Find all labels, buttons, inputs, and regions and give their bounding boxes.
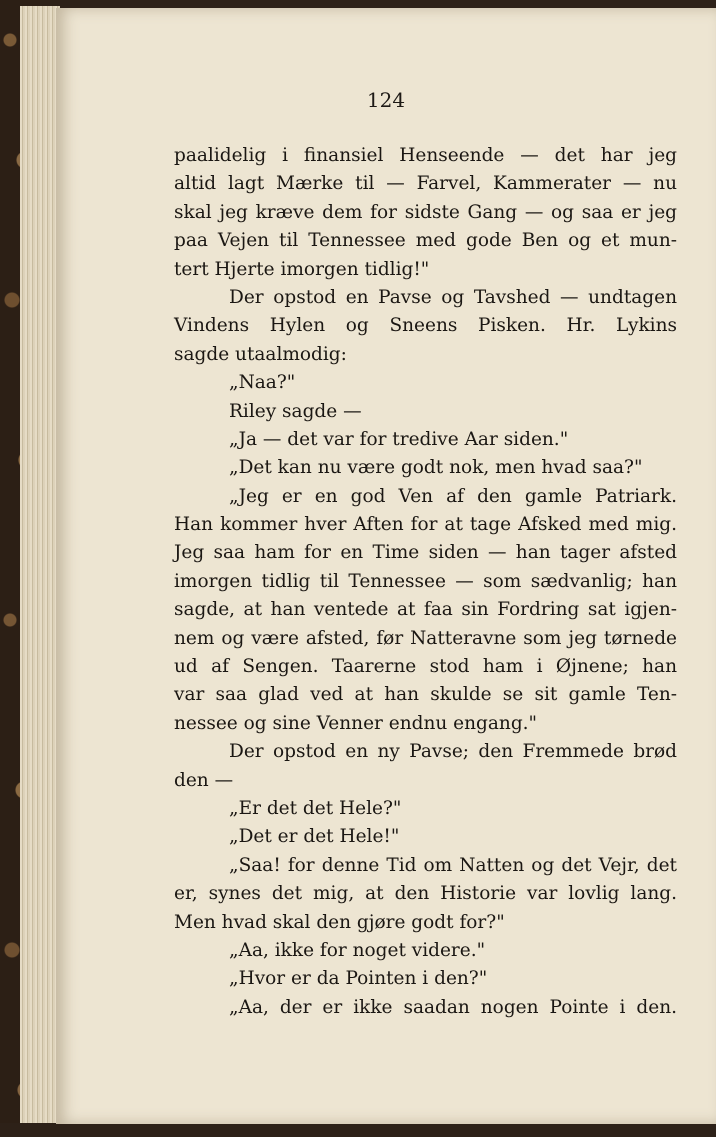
text-line: nessee og sine Venner endnu engang.": [174, 712, 538, 734]
text-line: „Ja — det var for tredive Aar siden.": [229, 428, 569, 450]
text-line: skal jeg kræve dem for sidste Gang — og saa er jeg: [174, 201, 677, 223]
text-line: var saa glad ved at han skulde se sit gamle Ten-: [174, 684, 677, 706]
text-line: „Aa, ikke for noget videre.": [229, 939, 486, 961]
text-line: sagde utaalmodig:: [174, 343, 347, 365]
text-line: „Naa?": [229, 372, 296, 394]
text-line: „Det er det Hele!": [229, 826, 400, 848]
text-line: „Aa, der er ikke saadan nogen Pointe i den.: [229, 996, 677, 1018]
page-number: 124: [366, 88, 406, 112]
text-line: sagde, at han ventede at faa sin Fordring sat igjen-: [174, 599, 677, 621]
text-line: Riley sagde —: [229, 400, 362, 422]
text-line: Der opstod en ny Pavse; den Fremmede brød: [229, 741, 677, 763]
text-line: paalidelig i finansiel Henseende — det har jeg: [174, 145, 677, 166]
text-line: Vindens Hylen og Sneens Pisken. Hr. Lykins: [174, 315, 677, 337]
text-line: Han kommer hver Aften for at tage Afsked med mig.: [174, 514, 677, 536]
book-page: [56, 8, 716, 1124]
text-line: er, synes det mig, at den Historie var lovlig lang.: [174, 883, 677, 905]
text-line: Der opstod en Pavse og Tavshed — undtagen: [229, 286, 677, 308]
text-line: „Jeg er en god Ven af den gamle Patriark.: [229, 485, 677, 507]
text-line: „Saa! for denne Tid om Natten og det Vejr, det: [229, 854, 677, 876]
text-line: „Hvor er da Pointen i den?": [229, 968, 488, 990]
text-line: altid lagt Mærke til — Farvel, Kammerater — nu: [174, 173, 677, 195]
text-line: tert Hjerte imorgen tidlig!": [174, 258, 430, 280]
text-line: Men hvad skal den gjøre godt for?": [174, 911, 505, 933]
text-line: „Det kan nu være godt nok, men hvad saa?": [229, 457, 643, 479]
text-line: imorgen tidlig til Tennessee — som sædvanlig; han: [174, 570, 677, 592]
page-edges: [20, 6, 60, 1126]
text-line: den —: [174, 769, 234, 791]
book-cover-bottom: [0, 1123, 716, 1137]
text-line: nem og være afsted, før Natteravne som jeg tørnede: [174, 627, 677, 649]
text-line: „Er det det Hele?": [229, 797, 402, 819]
text-line: paa Vejen til Tennessee med gode Ben og et mun-: [174, 230, 677, 252]
body-text: [174, 142, 677, 1022]
text-line: ud af Sengen. Taarerne stod ham i Øjnene; han: [174, 656, 677, 678]
text-line: Jeg saa ham for en Time siden — han tager afsted: [174, 542, 677, 564]
